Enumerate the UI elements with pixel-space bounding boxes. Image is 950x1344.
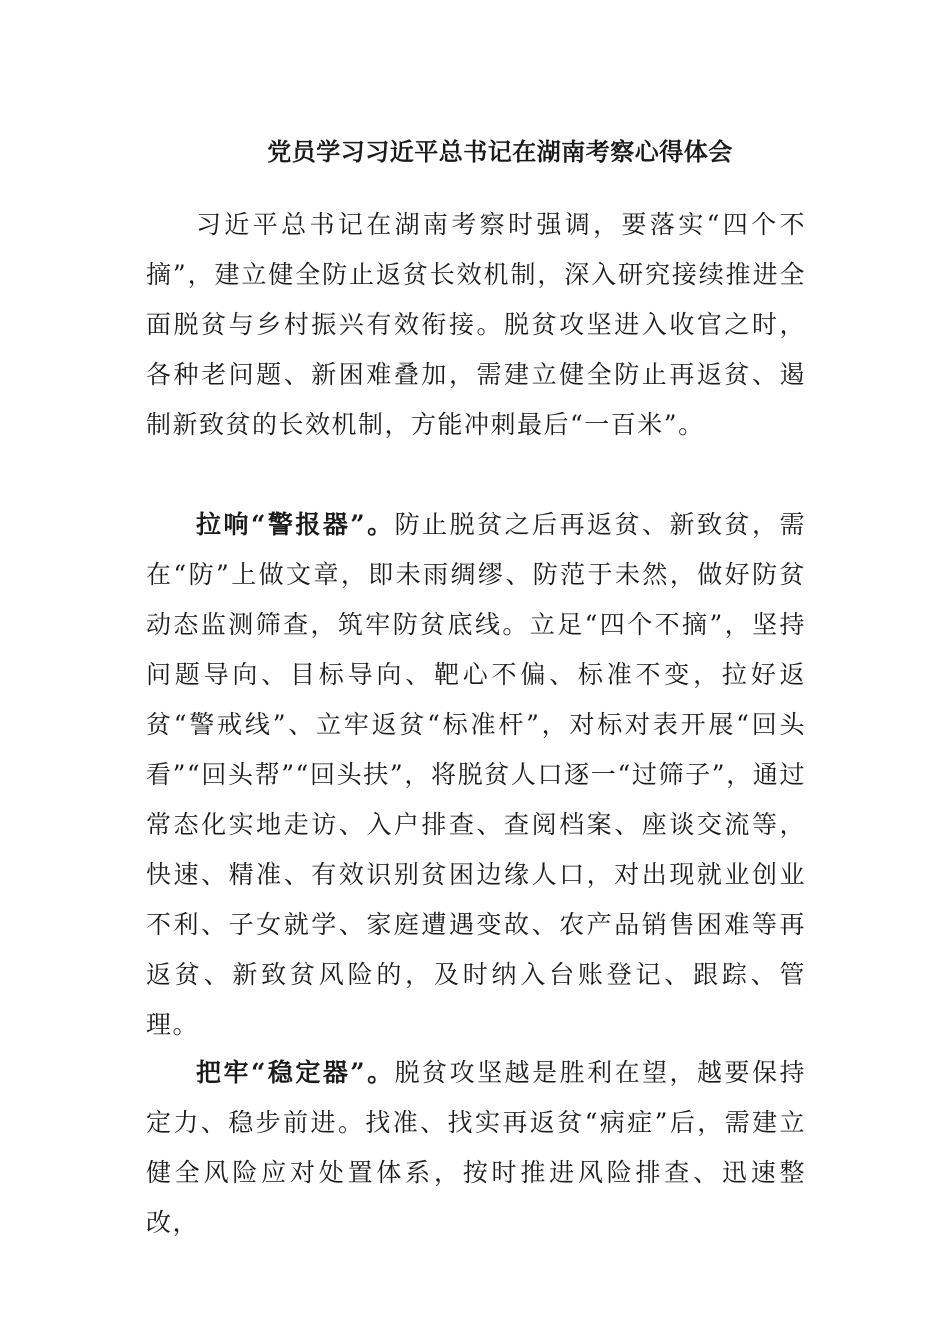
paragraph-intro: [146, 200, 806, 450]
paragraph-stabilizer: [146, 1048, 806, 1248]
document-title: 党员学习习近平总书记在湖南考察心得体会: [267, 137, 733, 166]
paragraph-alarm-text: 防止脱贫之后再返贫、新致贫，需在“防”上做文章，即未雨绸缪、防范于未然，做好防贫动态监测筛查，筑牢防贫底线。立足“四个不摘”，坚持问题导向、目标导向、靶心不偏、标准不变，拉好返贫“警戒线”、立牢返贫“标准杆”，对标对表开展“回头看”“回头帮”“回头扶”，将脱贫人口逐一“过筛子”，通过常态化实地走访、入户排查、查阅档案、座谈交流等，快速、精准、有效识别贫困边缘人口，对出现就业创业不利、子女就学、家庭遭遇变故、农产品销售困难等再返贫、新致贫风险的，及时纳入台账登记、跟踪、管理。: [146, 510, 806, 1039]
paragraph-intro-text: 习近平总书记在湖南考察时强调，要落实“四个不摘”，建立健全防止返贫长效机制，深入研究接续推进全面脱贫与乡村振兴有效衔接。脱贫攻坚进入收官之时，各种老问题、新困难叠加，需建立健全防止再返贫、遏制新致贫的长效机制，方能冲刺最后“一百米”。: [146, 210, 806, 439]
paragraph-stabilizer-heading: 把牢“稳定器”。: [196, 1058, 395, 1087]
paragraph-stabilizer-text: 脱贫攻坚越是胜利在望，越要保持定力、稳步前进。找准、找实再返贫“病症”后，需建立健全风险应对处置体系，按时推进风险排查、迅速整改，: [146, 1058, 806, 1237]
paragraph-alarm: [146, 500, 806, 1050]
paragraph-alarm-heading: 拉响“警报器”。: [196, 510, 395, 539]
